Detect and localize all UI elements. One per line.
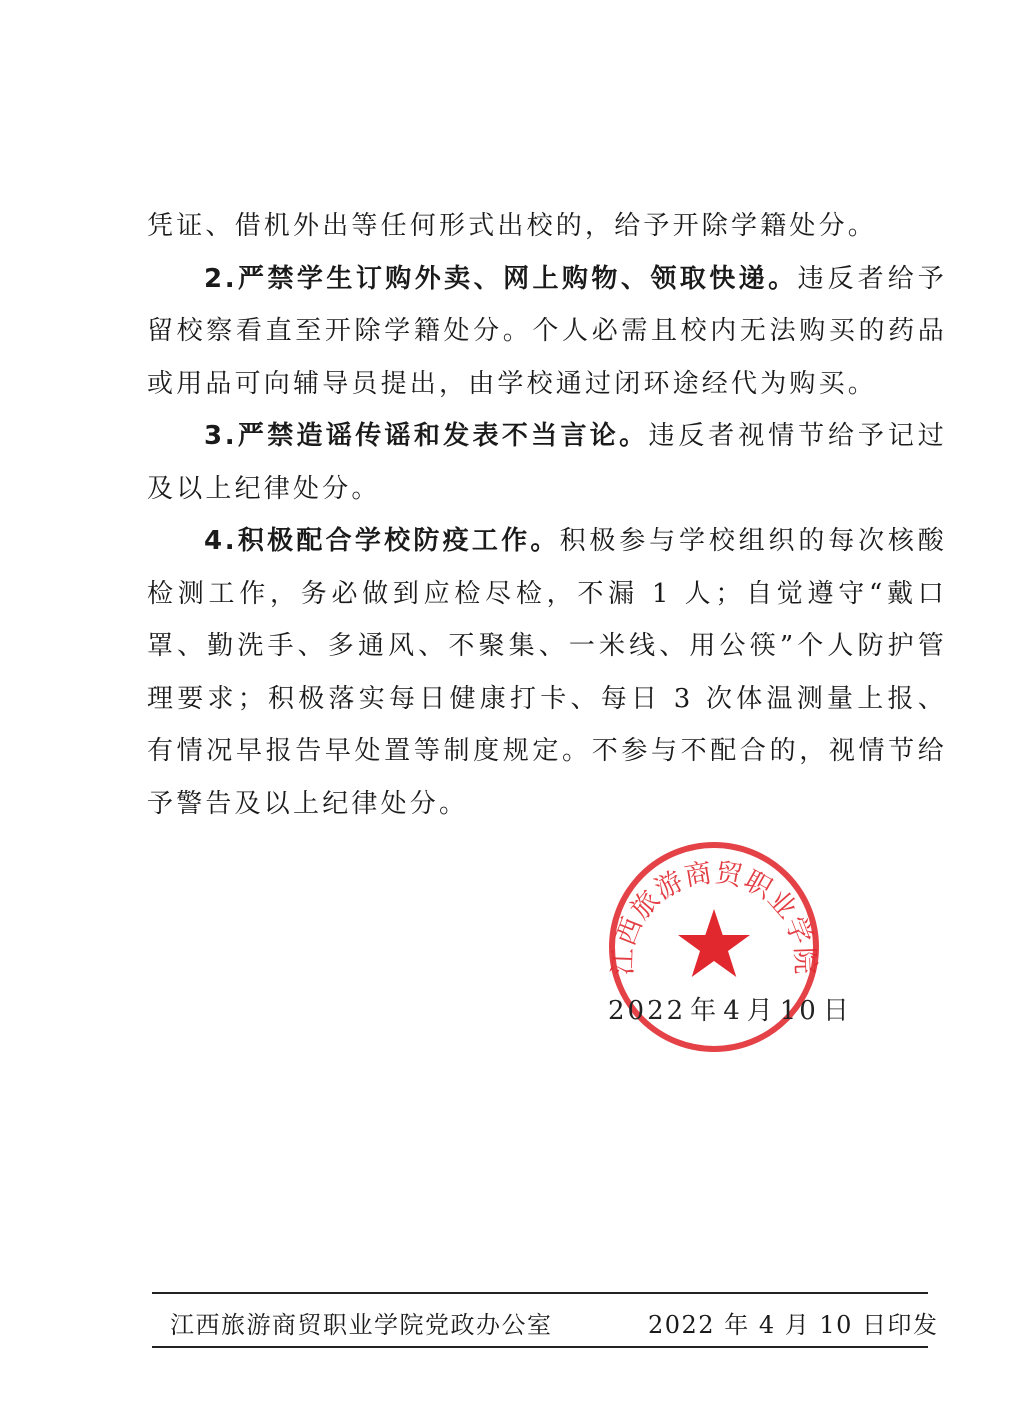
body-text [147, 200, 947, 830]
footer-issue-date: 2022 年 4 月 10 日印发 [648, 1311, 939, 1339]
sign-date [606, 990, 854, 1027]
paragraph-4 [147, 515, 947, 830]
footer-rule-top [152, 1292, 928, 1294]
seal-text: 江西旅游商贸职业学院 [607, 857, 821, 976]
seal-star-icon [678, 909, 750, 977]
sign-date-month: 4 [723, 996, 743, 1026]
paragraph-3-lead: 3.严禁造谣传谣和发表不当言论。 [204, 421, 649, 451]
sign-date-year-unit: 年 [690, 996, 720, 1026]
paragraph-3 [147, 410, 947, 515]
paragraph-1 [147, 200, 947, 253]
sign-date-year: 2022 [608, 996, 687, 1026]
paragraph-3-text: 违反者视情节给予记过及以上纪律处分。 [147, 421, 947, 504]
paragraph-4-text: 积极参与学校组织的每次核酸检测工作，务必做到应检尽检，不漏 1 人；自觉遵守“戴口罩、勤洗手、多通风、不聚集、一米线、用公筷”个人防护管理要求；积极落实每日健康打卡、每日 3 次体温测量上报、有情况早报告早处置等制度规定。不参与不配合的，视情节给予警告及以上纪律处分。 [147, 526, 947, 819]
sign-date-day: 10 [779, 996, 819, 1026]
sign-date-month-unit: 月 [746, 996, 776, 1026]
paragraph-1-text: 凭证、借机外出等任何形式出校的，给予开除学籍处分。 [147, 211, 878, 241]
paragraph-2 [147, 253, 947, 411]
paragraph-2-text: 违反者给予留校察看直至开除学籍处分。个人必需且校内无法购买的药品或用品可向辅导员提出，由学校通过闭环途经代为购买。 [147, 263, 947, 399]
sign-date-day-unit: 日 [822, 996, 852, 1026]
footer-rule-bottom [152, 1346, 928, 1348]
paragraph-2-lead: 2.严禁学生订购外卖、网上购物、领取快递。 [204, 263, 798, 294]
footer-issuer: 江西旅游商贸职业学院党政办公室 [170, 1311, 553, 1339]
paragraph-4-lead: 4.积极配合学校防疫工作。 [204, 526, 560, 556]
